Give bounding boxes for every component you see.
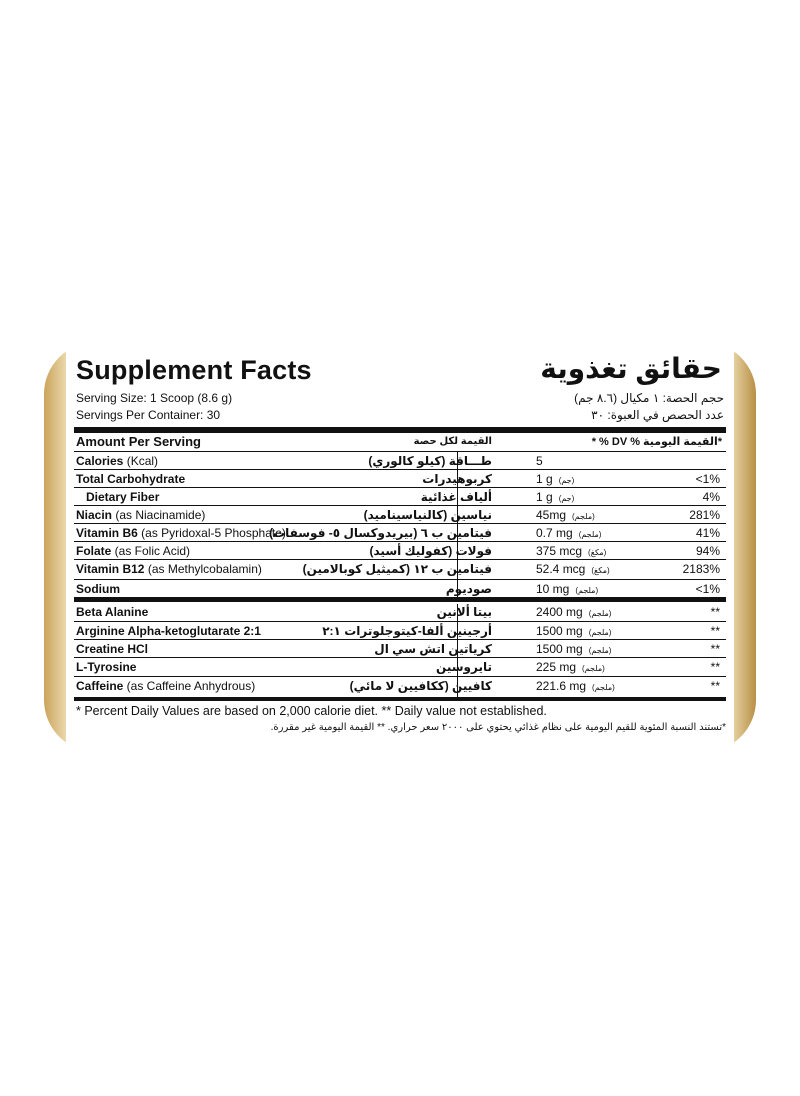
daily-value-header: *القيمة اليومية % DV % * xyxy=(591,436,722,448)
amount: 10 mg xyxy=(536,582,570,596)
servings-per-container-ar: عدد الحصص في العبوة: ٣٠ xyxy=(591,408,724,422)
servings-per-container-en: Servings Per Container: 30 xyxy=(76,408,221,422)
unit-ar: (ملجم) xyxy=(582,664,605,673)
amount-per-serving-ar: القيمة لكل حصة xyxy=(413,436,492,447)
bottom-rule xyxy=(74,697,726,701)
nutrient-qualifier: (as Pyridoxal-5 Phosphate) xyxy=(137,526,286,540)
amount: 0.7 mg xyxy=(536,526,573,540)
daily-value: ** xyxy=(710,642,720,656)
table-row xyxy=(74,676,726,695)
table-row xyxy=(74,523,726,542)
nutrient-qualifier: (as Folic Acid) xyxy=(111,544,191,558)
nutrient-name: Niacin xyxy=(76,508,113,522)
unit-ar: (ملجم) xyxy=(588,609,612,618)
table-row xyxy=(74,469,726,488)
table-row xyxy=(74,639,726,658)
amount: 1 g xyxy=(536,472,553,486)
section-rule xyxy=(74,597,726,602)
amount: 1500 mg xyxy=(536,624,583,638)
title-ar: حقائق تغذوية xyxy=(540,353,722,384)
table-row xyxy=(74,621,726,640)
nutrient-name-ar: تايروسين xyxy=(436,660,492,674)
nutrient-name: Vitamin B12 xyxy=(76,562,145,576)
daily-value: 4% xyxy=(702,490,720,504)
daily-value: ** xyxy=(710,679,720,693)
serving-info-en xyxy=(76,390,232,424)
table-row xyxy=(74,487,726,506)
unit-ar: (ملجم) xyxy=(588,628,612,637)
nutrient-name-ar: فيتامين ب ١٢ (كميثيل كوبالامين) xyxy=(302,562,492,576)
amount: 221.6 mg xyxy=(536,679,587,693)
amount: 1500 mg xyxy=(536,642,583,656)
daily-value: 281% xyxy=(689,508,720,522)
table-row xyxy=(74,559,726,578)
unit-ar: (ملجم) xyxy=(575,586,599,595)
table-row xyxy=(74,579,726,598)
footnote-en: * Percent Daily Values are based on 2,000 calorie diet. ** Daily value not established. xyxy=(76,704,547,718)
unit-ar: (ملجم) xyxy=(588,646,612,655)
amount: 1 g xyxy=(536,490,553,504)
daily-value: 2183% xyxy=(682,562,720,576)
nutrient-qualifier: (as Niacinamide) xyxy=(112,508,206,522)
nutrient-name-ar: طـــاقة (كيلو كالوري) xyxy=(368,454,492,468)
nutrient-name: Arginine Alpha-ketoglutarate 2:1 xyxy=(76,624,261,638)
serving-size-en: Serving Size: 1 Scoop (8.6 g) xyxy=(76,391,233,405)
nutrient-name-ar: نياسين (كالنياسيناميد) xyxy=(363,508,492,522)
amount: 5 xyxy=(536,454,543,468)
table-row xyxy=(74,451,726,470)
daily-value: <1% xyxy=(695,472,720,486)
nutrient-name-ar: بيتا ألانين xyxy=(436,605,492,619)
amount: 375 mcg xyxy=(536,544,583,558)
nutrient-name-ar: فيتامين ب ٦ (بيريدوكسال ٥- فوسفات) xyxy=(269,526,492,540)
table-row xyxy=(74,505,726,524)
unit-ar: (جم) xyxy=(558,476,575,485)
unit-ar: (جم) xyxy=(558,494,575,503)
nutrient-name: L-Tyrosine xyxy=(76,660,137,674)
nutrient-name: Creatine HCl xyxy=(76,642,149,656)
nutrient-name: Calories xyxy=(76,454,124,468)
nutrient-name: Total Carbohydrate xyxy=(76,472,186,486)
amount-per-serving-label: Amount Per Serving xyxy=(76,434,201,449)
nutrient-name-ar: كافيين (ككافيين لا مائي) xyxy=(349,679,492,693)
unit-ar: (ملجم) xyxy=(572,512,595,521)
nutrient-qualifier: (as Methylcobalamin) xyxy=(144,562,262,576)
daily-value: <1% xyxy=(695,582,720,596)
nutrient-name-ar: فولات (كفوليك أسيد) xyxy=(369,544,492,558)
daily-value: 41% xyxy=(695,526,720,540)
table-row xyxy=(74,657,726,676)
nutrient-name: Beta Alanine xyxy=(76,605,149,619)
nutrient-name: Folate xyxy=(76,544,112,558)
amount: 52.4 mcg xyxy=(536,562,586,576)
amount: 2400 mg xyxy=(536,605,583,619)
serving-size-ar: حجم الحصة: ١ مكيال (٨.٦ جم) xyxy=(574,391,724,405)
serving-info-ar xyxy=(574,390,724,424)
nutrient-name: Caffeine xyxy=(76,679,124,693)
nutrient-name-ar: ألياف غذائية xyxy=(420,490,492,504)
daily-value: ** xyxy=(710,605,720,619)
nutrient-name-ar: صوديوم xyxy=(445,582,492,596)
nutrient-name-ar: أرجينين ألفا-كيتوجلوترات ٢:١ xyxy=(322,624,492,638)
daily-value: ** xyxy=(710,660,720,674)
table-row xyxy=(74,603,726,621)
unit-ar: (ملجم) xyxy=(592,683,615,692)
daily-value: ** xyxy=(710,624,720,638)
nutrient-name-ar: كربوهيدرات xyxy=(422,472,492,486)
amount: 225 mg xyxy=(536,660,577,674)
title-en: Supplement Facts xyxy=(76,355,312,385)
unit-ar: (مكغ) xyxy=(588,548,607,557)
amount: 45mg xyxy=(536,508,567,522)
table-row xyxy=(74,541,726,560)
unit-ar: (مكغ) xyxy=(591,566,610,575)
unit-ar: (ملجم) xyxy=(578,530,602,539)
nutrient-name-ar: كرياتين اتش سي ال xyxy=(374,642,492,656)
footnote-ar: *تستند النسبة المئوية للقيم اليومية على نظام غذائي يحتوي على ٢٠٠٠ سعر حراري. ** القيمة اليومية غير مقررة. xyxy=(270,722,726,733)
nutrient-qualifier: (Kcal) xyxy=(123,454,159,468)
nutrient-name: Dietary Fiber xyxy=(86,490,160,504)
nutrient-qualifier: (as Caffeine Anhydrous) xyxy=(123,679,256,693)
nutrient-name: Sodium xyxy=(76,582,120,596)
nutrient-name: Vitamin B6 xyxy=(76,526,138,540)
daily-value: 94% xyxy=(695,544,720,558)
table-header xyxy=(74,433,726,451)
